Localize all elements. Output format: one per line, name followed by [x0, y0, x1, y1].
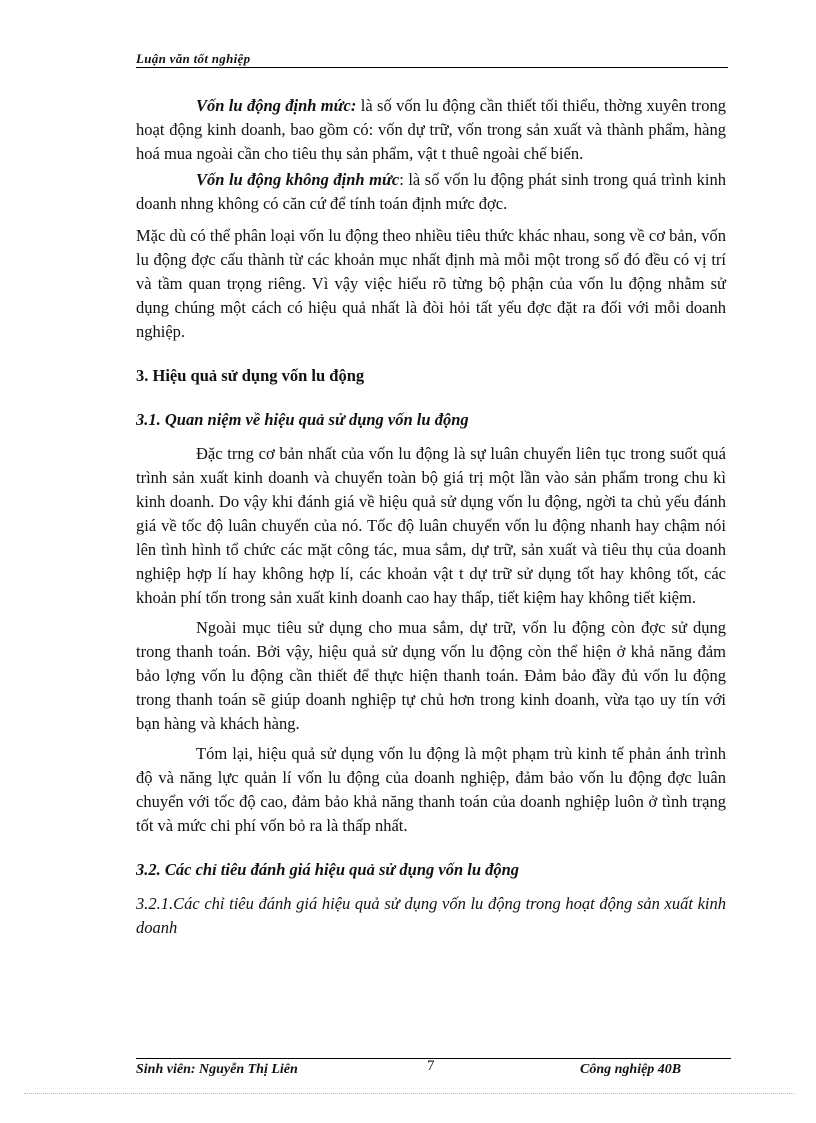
paragraph-text: là số vốn lu động cần thiết tối thiểu, thờng xuyên trong hoạt động kinh doanh, bao gồm có: vốn dự trữ, vốn trong sản xuất và thành phẩm, hàng hoá mua ngoài cần cho tiêu thụ sản phẩm, vật t thuê ngoài chế biến. [136, 96, 726, 163]
paragraph-working-capital-unnormed [136, 168, 726, 216]
footer-student: Sinh viên: Nguyễn Thị Liên [136, 1062, 298, 1077]
section-heading-3: 3. Hiệu quả sử dụng vốn lu động [136, 366, 365, 385]
section-heading-3-2: 3.2. Các chỉ tiêu đánh giá hiệu quả sử dụng vốn lu động [136, 860, 520, 879]
page-bottom-dotted-line [24, 1093, 794, 1094]
paragraph-working-capital-normed [136, 94, 726, 166]
paragraph-summary: Tóm lại, hiệu quả sử dụng vốn lu động là một phạm trù kinh tế phản ánh trình độ và năng lực quản lí vốn lu động của doanh nghiệp, đảm bảo vốn lu động đợc luân chuyển với tốc độ cao, đảm bảo khả năng thanh toán của doanh nghiệp luôn ở tình trạng tốt và mức chi phí vốn bỏ ra là thấp nhất. [136, 744, 726, 835]
paragraph-concept: Đặc trng cơ bản nhất của vốn lu động là sự luân chuyển liên tục trong suốt quá trình sản xuất kinh doanh và chuyển toàn bộ giá trị một lần vào sản phẩm trong chu kì kinh doanh. Do vậy khi đánh giá về hiệu quả sử dụng vốn lu động, ngời ta chủ yếu đánh giá về tốc độ luân chuyển của nó. Tốc độ luân chuyển vốn lu động nhanh hay chậm nói lên tình hình tổ chức các mặt công tác, mua sắm, dự trữ, sản xuất và tiêu thụ của doanh nghiệp hợp lí hay không hợp lí, các khoản vật t dự trữ sử dụng tốt hay không tốt, các khoản phí tổn trong sản xuất kinh doanh cao hay thấp, tiết kiệm hay không tiết kiệm. [136, 444, 726, 607]
section-heading-3-1: 3.1. Quan niệm về hiệu quả sử dụng vốn lu động [136, 410, 469, 429]
footer-class: Công nghiệp 40B [580, 1062, 682, 1077]
page-content [136, 94, 726, 940]
page-header: Luận văn tốt nghiệp [136, 51, 251, 66]
paragraph-classification: Mặc dù có thể phân loại vốn lu động theo nhiều tiêu thức khác nhau, song về cơ bản, vốn lu động đợc cấu thành từ các khoản mục nhất định mà mỗi một trong số đó đều có vị trí và tầm quan trọng riêng. Vì vậy việc hiểu rõ từng bộ phận của vốn lu động nhằm sử dụng chúng một cách có hiệu quả nhất là đòi hỏi tất yếu đợc đặt ra đối với mỗi doanh nghiệp. [136, 226, 726, 341]
paragraph-text: : là số vốn lu động phát sinh trong quá trình kinh doanh nhng không có căn cứ để tính toán định mức đợc. [136, 170, 727, 213]
paragraph-payment: Ngoài mục tiêu sử dụng cho mua sắm, dự trữ, vốn lu động còn đợc sử dụng trong thanh toán. Bởi vậy, hiệu quả sử dụng vốn lu động còn thể hiện ở khả năng đảm bảo lợng vốn lu động cần thiết để thực hiện thanh toán. Đảm bảo đầy đủ vốn lu động trong thanh toán sẽ giúp doanh nghiệp tự chủ hơn trong kinh doanh, vừa tạo uy tín với bạn hàng và khách hàng. [136, 618, 726, 733]
header-divider [136, 67, 728, 68]
section-heading-3-2-1: 3.2.1.Các chỉ tiêu đánh giá hiệu quả sử dụng vốn lu động trong hoạt động sản xuất kinh doanh [136, 894, 726, 937]
term-unnormed: Vốn lu động không định mức [196, 170, 400, 189]
page-number: 7 [427, 1058, 435, 1074]
term-normed: Vốn lu động định mức: [196, 96, 357, 115]
